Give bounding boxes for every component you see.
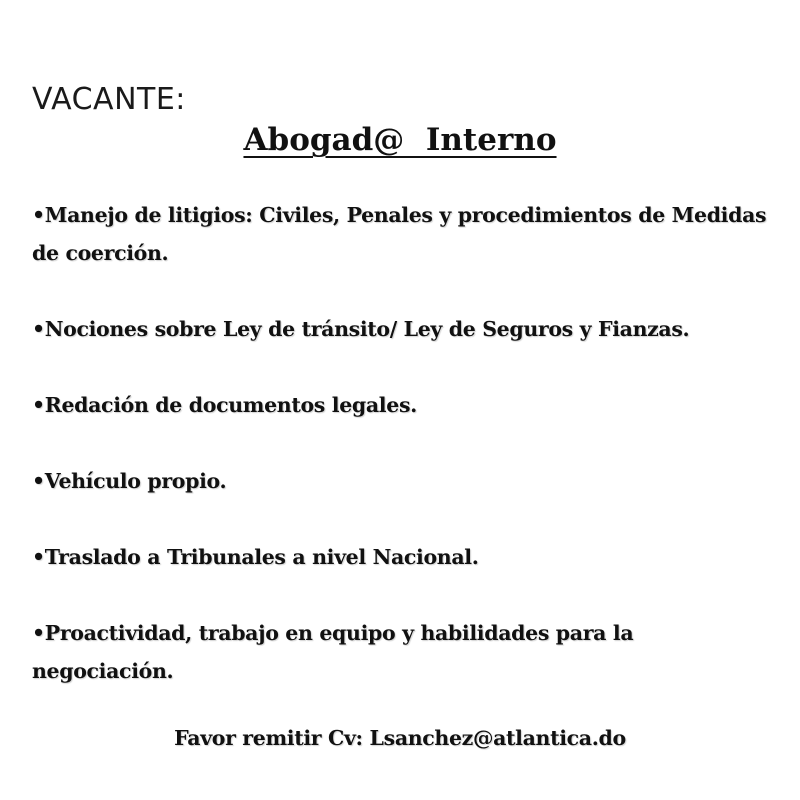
requirement-text: Nociones sobre Ley de tránsito/ Ley de Seguros y Fianzas. — [44, 317, 690, 341]
requirement-text: Proactividad, trabajo en equipo y habilidades para la negociación. — [32, 621, 634, 683]
requirement-text: Manejo de litigios: Civiles, Penales y procedimientos de Medidas de coerción. — [32, 203, 767, 265]
contact-line: Favor remitir Cv: Lsanchez@atlantica.do — [174, 726, 626, 750]
requirement-text: Vehículo propio. — [44, 469, 227, 493]
bullet: • — [32, 621, 45, 645]
bullet: • — [32, 203, 45, 227]
requirement-text: Traslado a Tribunales a nivel Nacional. — [44, 545, 479, 569]
requirement-item — [32, 538, 777, 576]
job-title: Abogad@ Interno — [243, 122, 557, 158]
vacancy-label: VACANTE: — [32, 82, 186, 117]
requirement-item — [32, 614, 732, 690]
requirement-item — [32, 386, 777, 424]
bullet: • — [32, 545, 45, 569]
requirement-text: Redación de documentos legales. — [44, 393, 417, 417]
bullet: • — [32, 317, 45, 341]
bullet: • — [32, 393, 45, 417]
bullet: • — [32, 469, 45, 493]
requirement-item — [32, 196, 777, 272]
requirement-item — [32, 462, 777, 500]
requirement-item — [32, 310, 792, 348]
